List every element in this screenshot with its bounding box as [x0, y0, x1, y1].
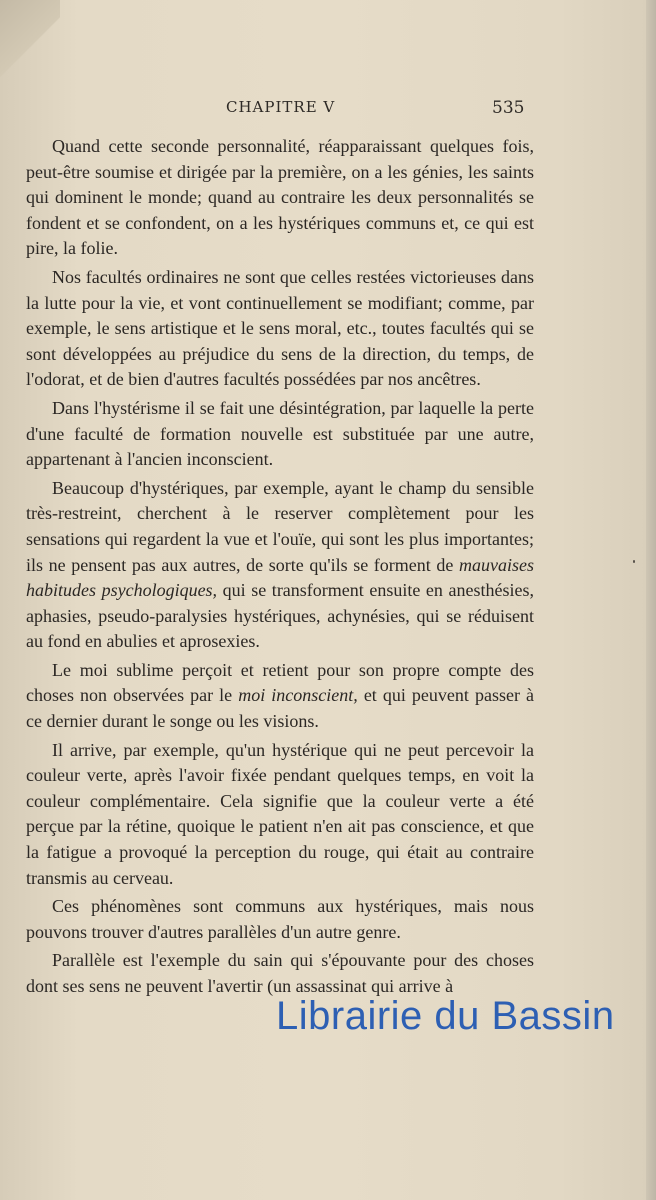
paragraph — [26, 396, 534, 473]
page-corner-fold — [0, 0, 60, 110]
watermark: Librairie du Bassin — [276, 994, 615, 1038]
running-head — [0, 96, 656, 120]
text-run: Nos facultés ordinaires ne sont que celles restées victorieuses dans la lutte pour la vie, et vont continuellement se modifiant; comme, par exemple, le sens artistique et le sens moral, etc., toutes facultés qui se sont développées au préjudice du sens de la direction, du temps, de l'odorat, et de bien d'autres facultés possédées par nos ancêtres. — [26, 266, 534, 390]
paragraph — [26, 738, 534, 892]
italic-phrase: moi inconscient, — [238, 685, 358, 706]
text-run: Dans l'hystérisme il se fait une désintégration, par laquelle la perte d'une faculté de formation nouvelle est substituée par une autre, appartenant à l'ancien inconscient. — [26, 397, 534, 470]
page-number: 535 — [492, 98, 525, 118]
paper-speck — [633, 560, 635, 563]
text-run: Ces phénomènes sont communs aux hystériques, mais nous pouvons trouver d'autres parallèles d'un autre genre. — [26, 896, 534, 942]
paragraph — [26, 134, 534, 262]
text-run: Beaucoup d'hystériques, par exemple, ayant le champ du sensible très-restreint, cherchent à le reserver complètement pour les sensations qui regardent la vue et l'ouïe, qui sont les plus importantes; ils ne pensent pas aux autres, de sorte qu'ils se forment de — [26, 477, 534, 575]
italic-phrase: mauvaises habitudes psychologiques, — [26, 554, 534, 601]
paragraph — [26, 948, 534, 999]
text-run: Le moi sublime perçoit et retient pour son propre compte des choses non observées par le — [26, 659, 534, 706]
paragraph — [26, 265, 534, 393]
text-run: et qui peuvent passer à ce dernier durant le songe ou les visions. — [26, 685, 534, 732]
paragraph — [26, 658, 534, 735]
paragraph — [26, 894, 534, 945]
body-text — [26, 134, 534, 1000]
paragraph — [26, 476, 534, 655]
text-run: Il arrive, par exemple, qu'un hystérique qui ne peut percevoir la couleur verte, après l'avoir fixée pendant quelques temps, en voit la couleur complémentaire. Cela signifie que la couleur verte a été perçue par la rétine, quoique le patient n'en ait pas conscience, et que la fatigue a provoqué la perception du rouge, qui était au contraire transmis au cerveau. — [26, 739, 534, 888]
text-run: qui se transforment ensuite en anesthésies, aphasies, pseudo-paralysies hystériques, achynésies, qui se réduisent au fond en abulies et aprosexies. — [26, 580, 534, 652]
text-run: Parallèle est l'exemple du sain qui s'épouvante pour des choses dont ses sens ne peuvent l'avertir (un assassinat qui arrive à — [26, 950, 534, 996]
chapter-title: CHAPITRE V — [226, 98, 336, 116]
page-edge — [646, 0, 656, 1200]
text-run: Quand cette seconde personnalité, réapparaissant quelques fois, peut-être soumise et dirigée par la première, on a les génies, les saints qui dominent le monde; quand au contraire les deux personnalités se fondent et se confondent, on a les hystériques communs et, ce qui est pire, la folie. — [26, 136, 534, 259]
